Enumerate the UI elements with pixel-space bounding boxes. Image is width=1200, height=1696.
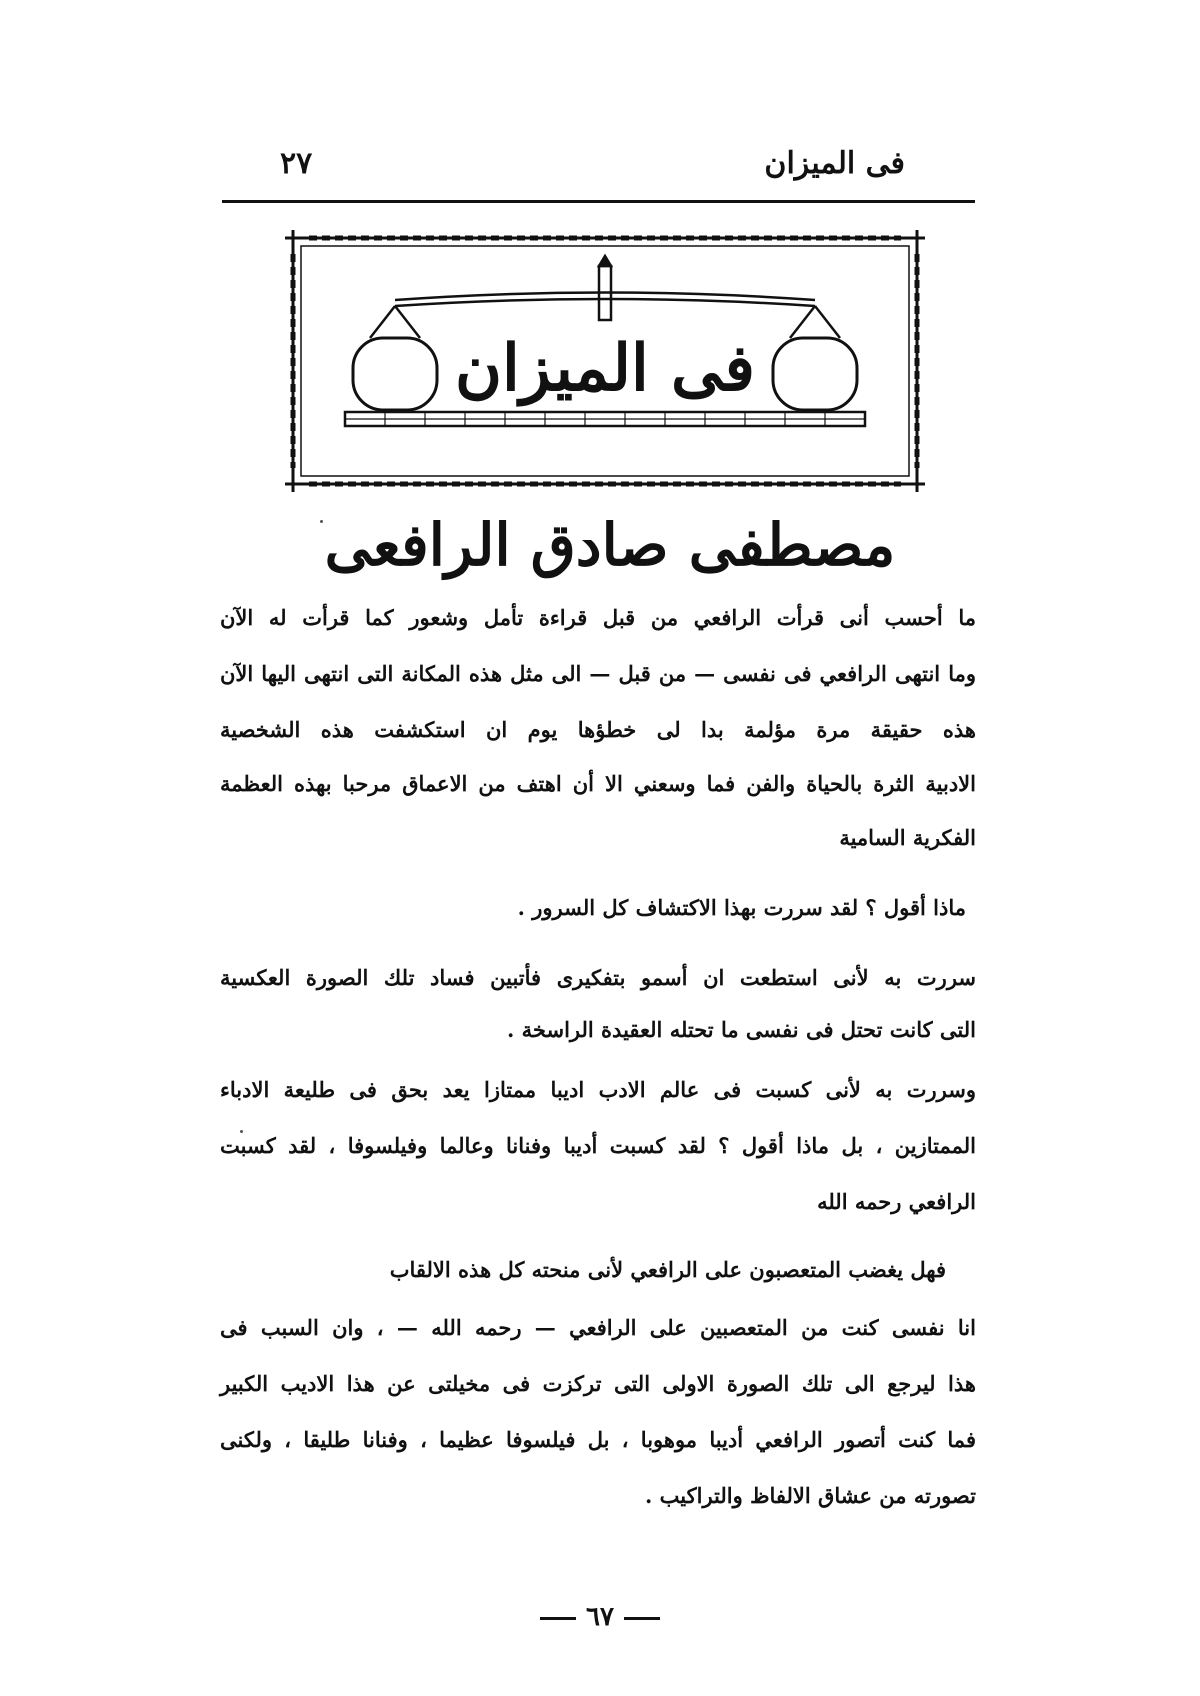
body-line: التى كانت تحتل فى نفسى ما تحتله العقيدة الراسخة . [507,1017,976,1042]
header-title: فى الميزان [764,146,905,181]
body-line: هذا ليرجع الى تلك الصورة الاولى التى تركزت فى مخيلتى عن هذا الاديب الكبير [220,1371,976,1396]
folio-number: ٦٧ [586,1602,614,1632]
body-line: فهل يغضب المتعصبون على الرافعي لأنى منحته كل هذه الالقاب [389,1257,946,1282]
scales-ornament-graphic [285,230,925,492]
body-line: الفكرية السامية [839,825,976,850]
body-line: تصورته من عشاق الالفاظ والتراكيب . [645,1483,976,1508]
scan-speck [240,1130,243,1133]
body-line: انا نفسى كنت من المتعصبين على الرافعي — رحمه الله — ، وان السبب فى [220,1315,976,1340]
body-line: وما انتهى الرافعي فى نفسى — من قبل — الى مثل هذه المكانة التى انتهى اليها الآن [220,661,976,686]
folio-dash [540,1617,576,1620]
body-line: ماذا أقول ؟ لقد سررت بهذا الاكتشاف كل السرور . [517,895,966,920]
body-line: وسررت به لأنى كسبت فى عالم الادب اديبا ممتازا يعد بحق فى طليعة الادباء [220,1077,976,1102]
body-line: الادبية الثرة بالحياة والفن فما وسعني الا أن اهتف من الاعماق مرحبا بهذه العظمة [220,771,976,796]
page-folio [520,1602,680,1632]
body-line: سررت به لأنى استطعت ان أسمو بتفكيرى فأتبين فساد تلك الصورة العكسية [220,965,976,990]
folio-dash [624,1617,660,1620]
header-rule [222,200,975,203]
body-line: الممتازين ، بل ماذا أقول ؟ لقد كسبت أديبا وفنانا وعالما وفيلسوفا ، لقد كسبت [220,1133,976,1158]
body-line: الرافعي رحمه الله [817,1189,976,1214]
header-page-number: ٢٧ [280,146,313,181]
article-title: مصطفى صادق الرافعى [324,511,896,579]
body-line: فما كنت أتصور الرافعي أديبا موهوبا ، بل فيلسوفا عظيما ، وفنانا طليقا ، ولكنى [220,1427,976,1452]
scan-speck [320,520,323,523]
body-line: هذه حقيقة مرة مؤلمة بدا لى خطؤها يوم ان استكشفت هذه الشخصية [220,717,976,742]
ornament-caption: فى الميزان [455,331,755,406]
running-header [225,140,975,190]
scales-ornament [285,230,925,492]
body-line: ما أحسب أنى قرأت الرافعي من قبل قراءة تأمل وشعور كما قرأت له الآن [220,605,976,630]
